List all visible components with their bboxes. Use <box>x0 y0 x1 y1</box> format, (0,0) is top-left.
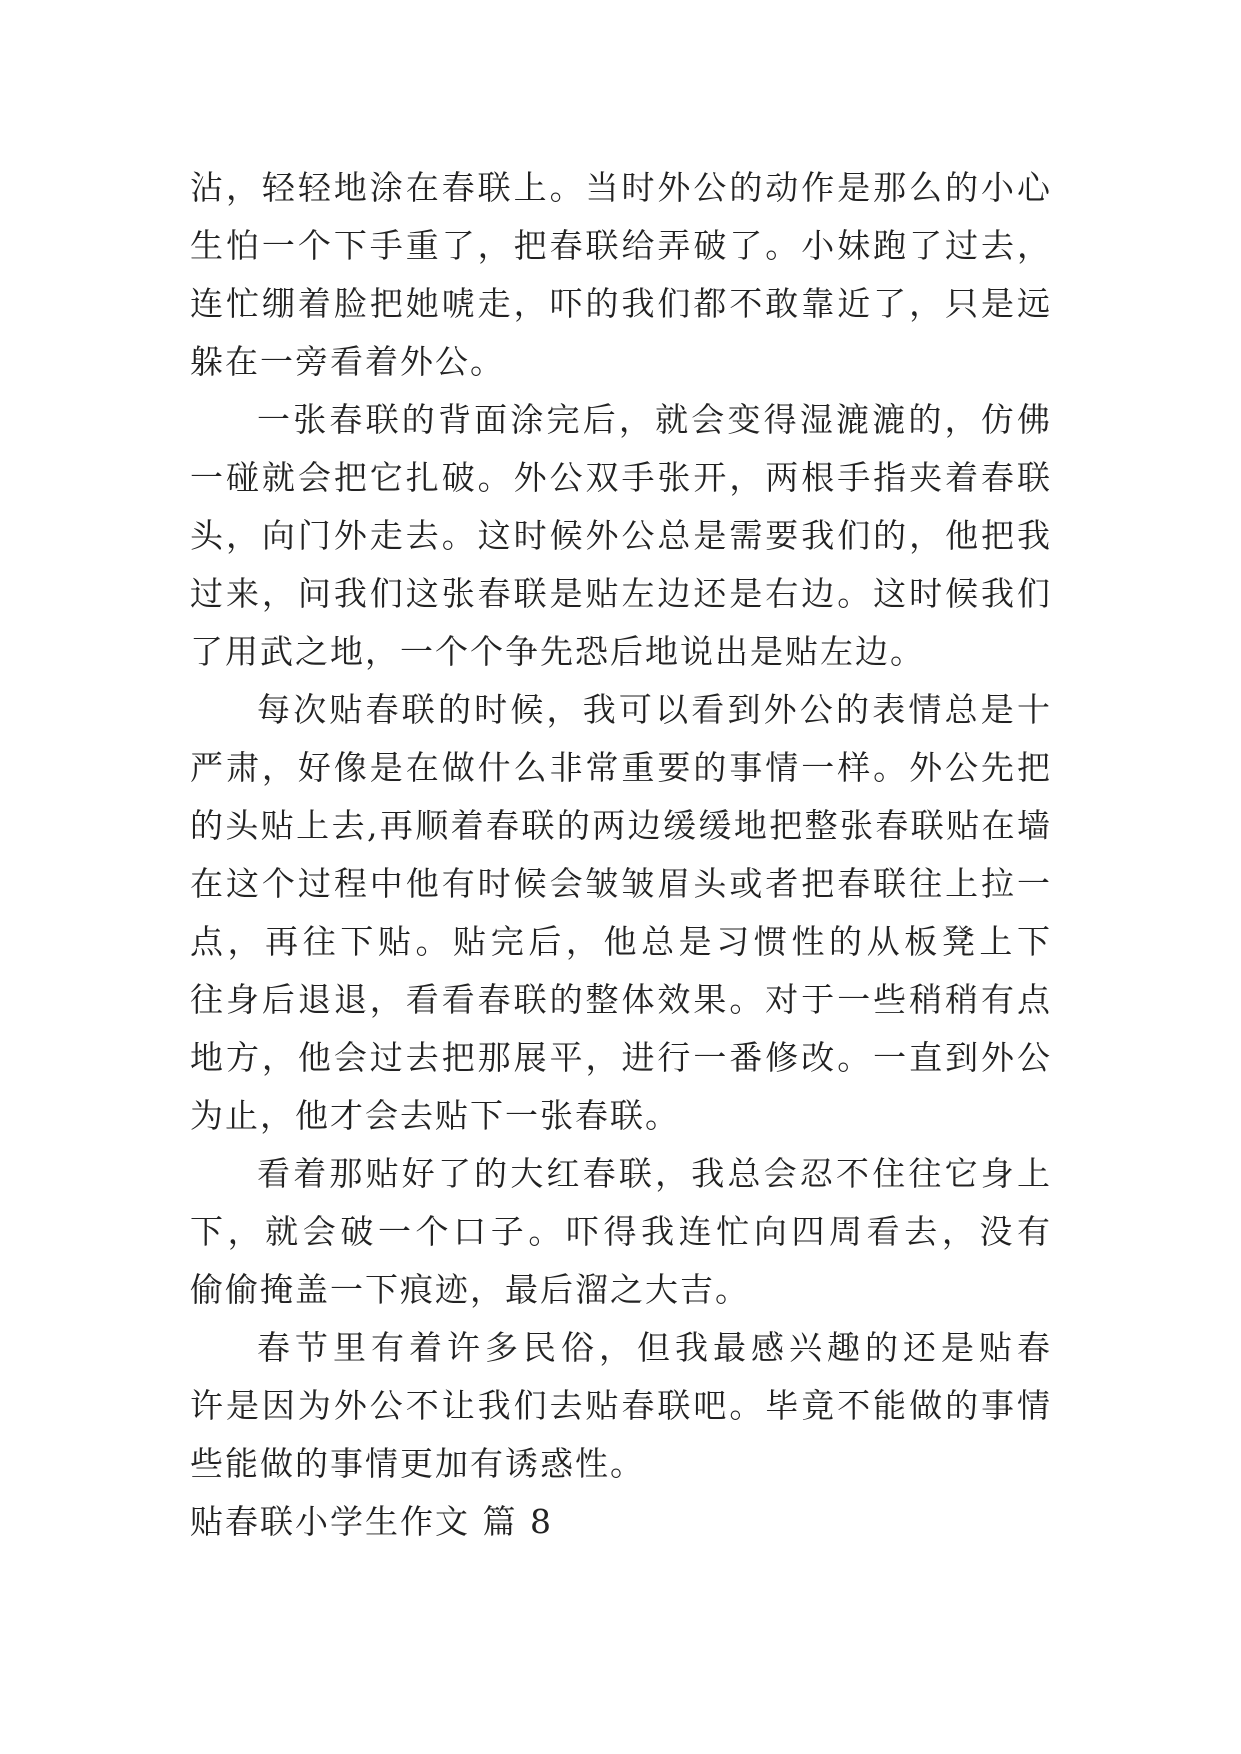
document-body <box>190 159 1052 1551</box>
text-line: 一张春联的背面涂完后，就会变得湿漉漉的，仿佛 <box>257 400 1052 439</box>
text-line: 每次贴春联的时候，我可以看到外公的表情总是十 <box>257 690 1052 729</box>
text-line: 的头贴上去,再顺着春联的两边缓缓地把整张春联贴在墙 <box>190 806 1052 845</box>
text-line: 地方，他会过去把那展平，进行一番修改。一直到外公 <box>190 1038 1052 1077</box>
paragraph <box>190 1145 1052 1319</box>
text-line: 往身后退退，看看春联的整体效果。对于一些稍稍有点 <box>190 980 1052 1019</box>
paragraph <box>190 159 1052 391</box>
text-line: 看着那贴好了的大红春联，我总会忍不住往它身上 <box>257 1154 1052 1193</box>
text-line: 连忙绷着脸把她唬走，吓的我们都不敢靠近了，只是远 <box>190 284 1052 323</box>
section-heading: 贴春联小学生作文 篇 8 <box>190 1502 553 1541</box>
text-line: 在这个过程中他有时候会皱皱眉头或者把春联往上拉一 <box>190 864 1052 903</box>
text-line: 点，再往下贴。贴完后，他总是习惯性的从板凳上下 <box>190 922 1052 961</box>
text-line: 为止，他才会去贴下一张春联。 <box>190 1096 680 1135</box>
text-line: 偷偷掩盖一下痕迹，最后溜之大吉。 <box>190 1270 750 1309</box>
text-line: 过来，问我们这张春联是贴左边还是右边。这时候我们 <box>190 574 1052 613</box>
text-line: 躲在一旁看着外公。 <box>190 342 505 381</box>
text-line: 些能做的事情更加有诱惑性。 <box>190 1444 645 1483</box>
text-line: 一碰就会把它扎破。外公双手张开，两根手指夹着春联 <box>190 458 1052 497</box>
paragraph <box>190 391 1052 681</box>
text-line: 许是因为外公不让我们去贴春联吧。毕竟不能做的事情 <box>190 1386 1052 1425</box>
text-line: 下，就会破一个口子。吓得我连忙向四周看去，没有 <box>190 1212 1052 1251</box>
text-line: 了用武之地，一个个争先恐后地说出是贴左边。 <box>190 632 925 671</box>
text-line: 沾，轻轻地涂在春联上。当时外公的动作是那么的小心 <box>190 168 1052 207</box>
paragraph <box>190 681 1052 1145</box>
text-line: 头，向门外走去。这时候外公总是需要我们的，他把我 <box>190 516 1052 555</box>
text-line: 春节里有着许多民俗，但我最感兴趣的还是贴春 <box>257 1328 1052 1367</box>
paragraph <box>190 1319 1052 1493</box>
text-line: 生怕一个下手重了，把春联给弄破了。小妹跑了过去， <box>190 226 1052 265</box>
text-line: 严肃，好像是在做什么非常重要的事情一样。外公先把 <box>190 748 1052 787</box>
